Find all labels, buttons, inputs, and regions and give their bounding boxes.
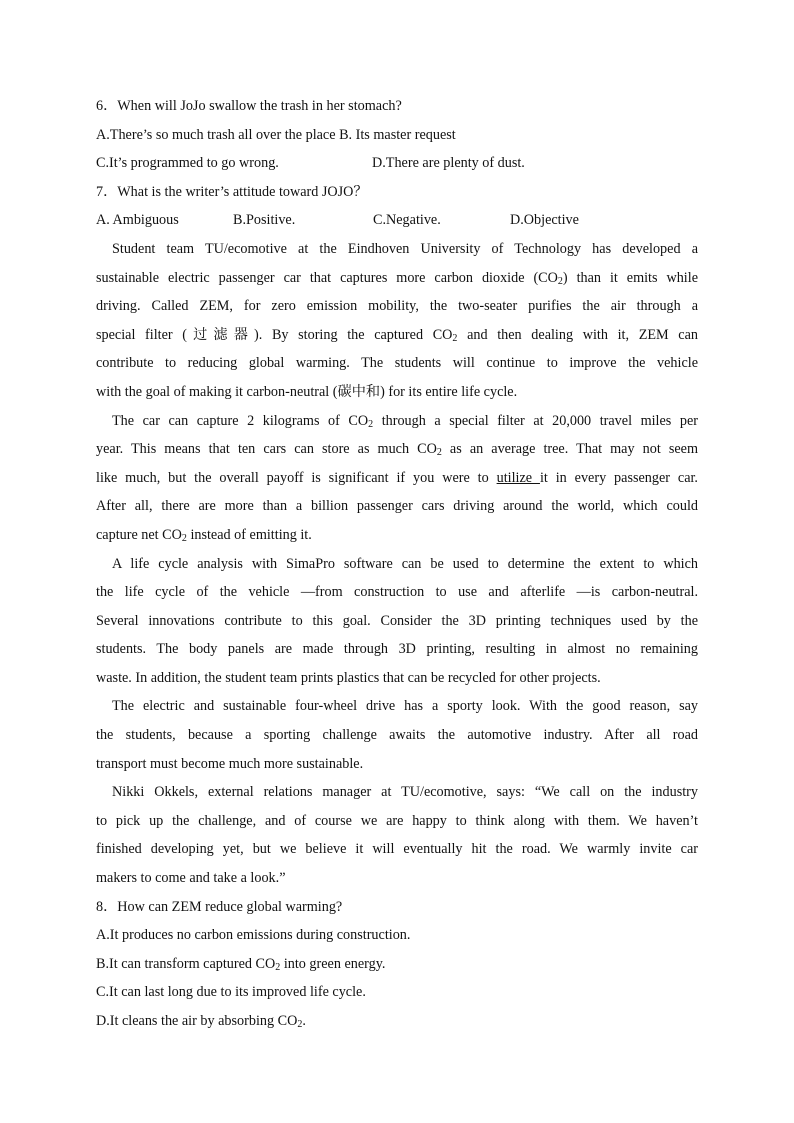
passage-p1-line-1: Student team TU/ecomotive at the Eindhoven University of Technology has developed a	[112, 240, 698, 257]
q6-option-a: A.There’s so much trash all over the place	[96, 126, 336, 143]
q8-option-a: A.It produces no carbon emissions during construction.	[96, 927, 411, 944]
passage-p5-line-2: to pick up the challenge, and of course we are happy to think along with them. We haven’t	[96, 812, 698, 829]
subscript-2: 2	[368, 418, 374, 430]
q8-option-b: B.It can transform captured $CO_2$ into green energy.	[96, 955, 386, 973]
q6-options-row-2	[96, 149, 698, 178]
passage-p5-line-3: finished developing yet, but we believe it will eventually hit the road. We warmly invite car	[96, 841, 698, 858]
q7-option-c: C.Negative.	[373, 212, 441, 229]
q8-option-c: C.It can last long due to its improved life cycle.	[96, 984, 366, 1001]
passage-p2-line-1: The car can capture 2 kilograms of $CO_2$ through a special filter at 20,000 travel miles per	[112, 412, 698, 430]
passage-p4-line-2: the students, because a sporting challenge awaits the automotive industry. After all road	[96, 727, 698, 744]
q7-option-d: D.Objective	[510, 212, 579, 229]
subscript-2: 2	[452, 332, 458, 344]
subscript-2: 2	[557, 275, 563, 287]
passage-p5-line-1: Nikki Okkels, external relations manager at TU/ecomotive, says: “We call on the industry	[112, 784, 698, 801]
subscript-2: 2	[181, 532, 187, 544]
passage-p2-line-3: like much, but the overall payoff is significant if you were to utilize it in every passenger car.	[96, 469, 698, 486]
subscript-2: 2	[275, 961, 281, 973]
underlined-word-utilize: utilize	[496, 469, 540, 486]
passage-p3-line-5: waste. In addition, the student team prints plastics that can be recycled for other projects.	[96, 669, 601, 686]
passage-p4-line-1: The electric and sustainable four-wheel drive has a sporty look. With the good reason, say	[112, 698, 698, 715]
passage-p1-line-2: sustainable electric passenger car that captures more carbon dioxide $(CO_2)$ than it emits while	[96, 269, 698, 287]
subscript-2: 2	[297, 1019, 303, 1030]
passage-p3-line-2: the life cycle of the vehicle —from construction to use and afterlife —is carbon-neutral.	[96, 584, 698, 601]
subscript-2: 2	[436, 447, 442, 459]
question-8: 8．How can ZEM reduce global warming?	[96, 898, 343, 915]
q6-option-b: B. Its master request	[339, 126, 456, 143]
passage-p3-line-4: students. The body panels are made through 3D printing, resulting in almost no remaining	[96, 641, 698, 658]
passage-p5-line-4: makers to come and take a look.”	[96, 870, 286, 887]
passage-p3-line-1: A life cycle analysis with SimaPro software can be used to determine the extent to which	[112, 555, 698, 572]
passage-p2-line-2: year. This means that ten cars can store as much $CO_2$ as an average tree. That may not seem	[96, 441, 698, 459]
passage-p1-line-4: special filter (过滤器). By storing the captured $CO_2$ and then dealing with it, ZEM can	[96, 326, 698, 344]
question-6: 6．When will JoJo swallow the trash in her stomach?	[96, 98, 402, 114]
document-page	[96, 92, 698, 1036]
passage-p1-line-3: driving. Called ZEM, for zero emission mobility, the two-seater purifies the air through a	[96, 298, 698, 315]
passage-p1-line-5: contribute to reducing global warming. The students will continue to improve the vehicle	[96, 355, 698, 372]
passage-p3-line-3: Several innovations contribute to this goal. Consider the 3D printing techniques used by the	[96, 612, 698, 629]
passage-p4-line-3: transport must become much more sustainable.	[96, 755, 364, 772]
q8-option-d: D.It cleans the air by absorbing $CO_2$.	[96, 1013, 306, 1030]
q6-option-d: D.There are plenty of dust.	[372, 155, 525, 172]
passage-p1-line-6: with the goal of making it carbon-neutral (碳中和) for its entire life cycle.	[96, 383, 518, 400]
q6-option-c: C.It’s programmed to go wrong.	[96, 155, 279, 172]
question-7: 7．What is the writer’s attitude toward JOJO？	[96, 183, 368, 200]
passage-p2-line-5: capture net $CO_2$ instead of emitting it.	[96, 526, 312, 544]
q6-options-row-1	[96, 121, 698, 150]
q7-option-b: B.Positive.	[233, 212, 296, 229]
q7-option-a: A. Ambiguous	[96, 212, 179, 229]
q7-options-row	[96, 206, 698, 235]
passage-p2-line-4: After all, there are more than a billion passenger cars driving around the world, which could	[96, 498, 698, 515]
